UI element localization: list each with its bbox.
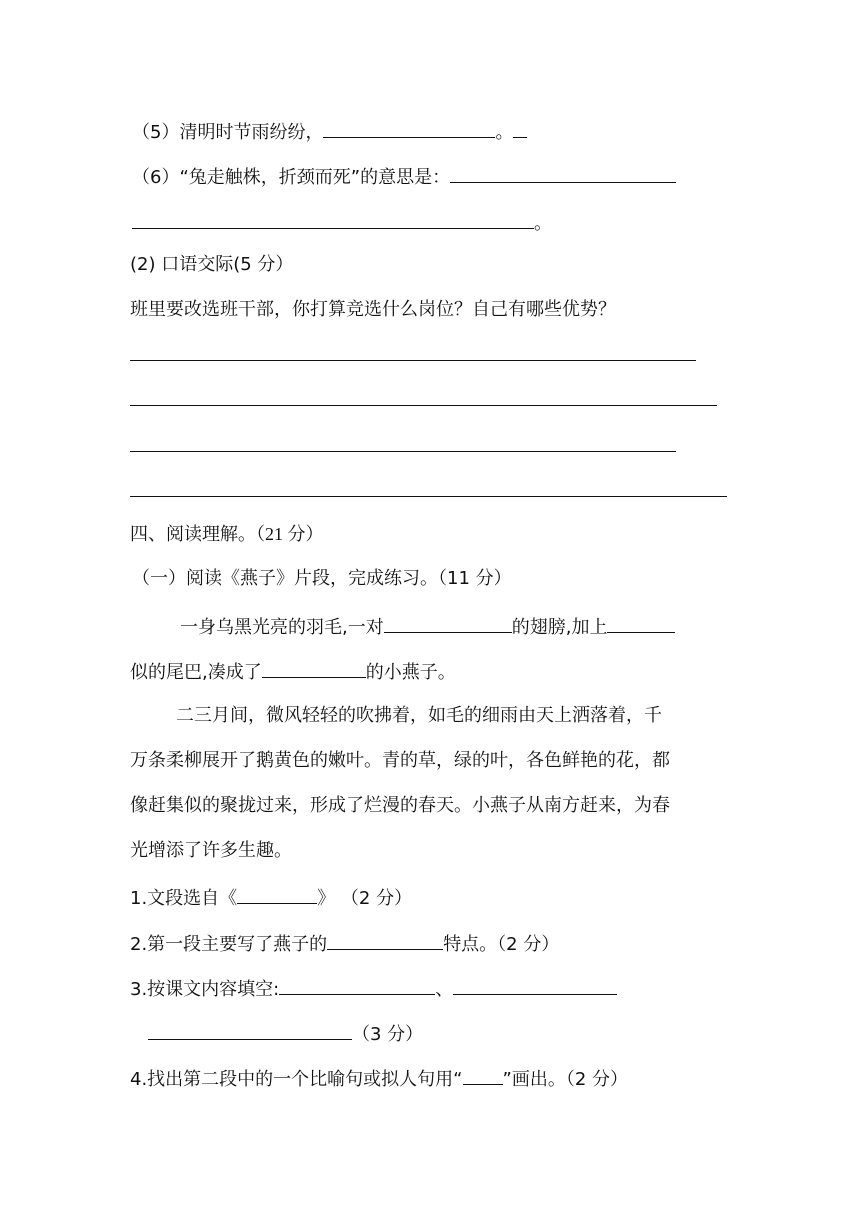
oral-prompt: 班里要改选班干部，你打算竞选什么岗位？自己有哪些优势？ xyxy=(130,299,616,320)
passage-text: 的小燕子。 xyxy=(365,662,456,683)
passage-line: 光增添了许多生趣。 xyxy=(130,840,292,861)
passage-line: 万条柔柳展开了鹅黄色的嫩叶。青的草，绿的叶，各色鲜艳的花，都 xyxy=(130,750,670,771)
question-text: 3.按课文内容填空: xyxy=(130,979,280,1000)
answer-blank[interactable] xyxy=(607,613,675,633)
answer-blank[interactable] xyxy=(463,1065,503,1085)
question-2 xyxy=(130,930,559,954)
answer-blank[interactable] xyxy=(327,930,443,950)
question-text: 》 （2 分） xyxy=(317,888,413,909)
answer-line[interactable] xyxy=(130,405,717,406)
passage-text: 的翅膀,加上 xyxy=(511,617,608,638)
question-4 xyxy=(130,1065,628,1089)
answer-blank[interactable] xyxy=(384,613,512,633)
passage-line xyxy=(180,613,675,637)
section-4-title: 四、阅读理解。（21 分） xyxy=(130,524,324,544)
answer-line[interactable] xyxy=(130,496,727,497)
oral-title: (2) 口语交际(5 分） xyxy=(130,254,294,275)
answer-blank xyxy=(513,118,527,138)
question-5-end: 。 xyxy=(495,122,514,143)
answer-blank[interactable] xyxy=(237,884,317,904)
answer-blank[interactable] xyxy=(262,658,366,678)
question-5-label: （5）清明时节雨纷纷， xyxy=(132,122,324,143)
answer-blank[interactable] xyxy=(450,163,676,183)
question-text: （3 分） xyxy=(352,1024,424,1045)
passage-text: 一身乌黑光亮的羽毛,一对 xyxy=(180,617,384,638)
question-text: 、 xyxy=(435,979,454,1000)
answer-blank[interactable] xyxy=(323,118,495,138)
question-5 xyxy=(132,118,527,142)
answer-line[interactable] xyxy=(130,360,696,361)
question-text: 1.文段选自《 xyxy=(130,888,238,909)
answer-blank[interactable] xyxy=(453,975,617,995)
answer-line[interactable] xyxy=(130,451,676,452)
question-3-continued xyxy=(148,1020,423,1044)
passage-line: 像赶集似的聚拢过来，形成了烂漫的春天。小燕子从南方赶来，为春 xyxy=(130,795,670,816)
question-3 xyxy=(130,975,617,999)
question-1 xyxy=(130,884,412,908)
passage-line xyxy=(130,658,456,682)
answer-blank[interactable] xyxy=(279,975,435,995)
question-6 xyxy=(132,163,676,187)
question-6-continued xyxy=(132,209,552,233)
question-text: ”画出。（2 分） xyxy=(502,1069,628,1090)
question-text: 特点。（2 分） xyxy=(443,934,560,955)
question-6-label: （6）“兔走触株，折颈而死”的意思是： xyxy=(132,167,451,188)
passage-line: 二三月间，微风轻轻的吹拂着，如毛的细雨由天上洒落着，千 xyxy=(176,705,662,726)
question-6-end: 。 xyxy=(534,213,552,234)
answer-blank[interactable] xyxy=(148,1020,352,1040)
question-text: 2.第一段主要写了燕子的 xyxy=(130,934,328,955)
part-1-title: （一）阅读《燕子》片段，完成练习。（11 分） xyxy=(132,568,512,589)
answer-blank[interactable] xyxy=(132,209,534,229)
question-text: 4.找出第二段中的一个比喻句或拟人句用“ xyxy=(130,1069,463,1090)
passage-text: 似的尾巴,凑成了 xyxy=(130,662,262,683)
